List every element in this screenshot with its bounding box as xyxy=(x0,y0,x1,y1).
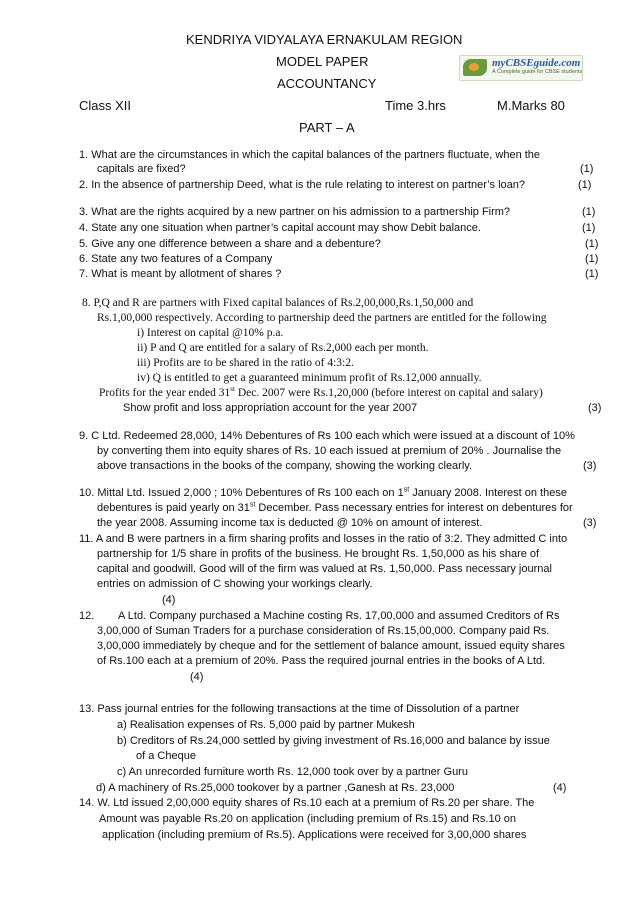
question-13-item: b) Creditors of Rs.24,000 settled by giving investment of Rs.16,000 and balance by issue xyxy=(117,735,550,747)
question-8-profits xyxy=(99,387,543,400)
question-14-line: application (including premium of Rs.5). Applications were received for 3,00,000 shares xyxy=(102,829,527,841)
logo-icon xyxy=(463,59,487,76)
question-10-line: the year 2008. Assuming income tax is deducted @ 10% on amount of interest. xyxy=(97,517,483,529)
question-10-text: debentures is paid yearly on 31 xyxy=(97,502,250,514)
question-3-line: 3. What are the rights acquired by a new partner on his admission to a partnership Firm? xyxy=(79,206,511,218)
question-9-line: by converting them into equity shares of Rs. 10 each issued at premium of 20% . Journalise the xyxy=(97,445,562,457)
question-8-profits-text: Profits for the year ended 31 xyxy=(99,387,231,399)
question-8-item: iii) Profits are to be shared in the ratio of 4:3:2. xyxy=(137,357,354,369)
question-6-marks: (1) xyxy=(585,253,599,265)
question-8-marks: (3) xyxy=(588,402,602,414)
question-10-line xyxy=(79,487,567,500)
question-2-marks: (1) xyxy=(578,179,592,191)
question-13-item: d) A machinery of Rs.25,000 tookover by a partner ,Ganesh at Rs. 23,000 xyxy=(96,782,455,794)
question-8-line: 8. P,Q and R are partners with Fixed capital balances of Rs.2,00,000,Rs.1,50,000 and xyxy=(82,297,474,309)
question-3-marks: (1) xyxy=(582,206,596,218)
question-1-line: capitals are fixed? xyxy=(97,163,186,175)
question-4-line: 4. State any one situation when partner’s capital account may show Debit balance. xyxy=(79,222,481,234)
question-6-line: 6. State any two features of a Company xyxy=(79,253,273,265)
question-10-line xyxy=(97,502,573,515)
question-12-line: A Ltd. Company purchased a Machine costing Rs. 17,00,000 and assumed Creditors of Rs xyxy=(118,610,560,622)
ordinal-suffix: st xyxy=(249,501,256,509)
logo-tagline: A Complete guide for CBSE students xyxy=(492,69,583,75)
question-13-item: a) Realisation expenses of Rs. 5,000 paid by partner Mukesh xyxy=(117,719,415,731)
logo-name: myCBSEguide.com xyxy=(492,57,581,69)
question-12-line: of Rs.100 each at a premium of 20%. Pass the required journal entries in the books of A Ltd. xyxy=(97,655,546,667)
question-13-marks: (4) xyxy=(553,782,567,794)
question-4-marks: (1) xyxy=(582,222,596,234)
question-10-text: 10. Mittal Ltd. Issued 2,000 ; 10% Debentures of Rs 100 each on 1 xyxy=(79,487,404,499)
school-name: KENDRIYA VIDYALAYA ERNAKULAM REGION xyxy=(186,32,463,47)
question-1-marks: (1) xyxy=(580,163,594,175)
question-8-profits-text: Dec. 2007 were Rs.1,20,000 (before interest on capital and salary) xyxy=(234,387,543,399)
ordinal-suffix: st xyxy=(403,486,410,494)
part-heading: PART – A xyxy=(299,120,355,135)
question-11-line: 11. A and B were partners in a firm sharing profits and losses in the ratio of 3:2. They admitted C into xyxy=(79,533,568,545)
question-13-item: of a Cheque xyxy=(136,750,196,762)
question-5-line: 5. Give any one difference between a share and a debenture? xyxy=(79,238,381,250)
question-12-line: 3,00,000 of Suman Traders for a purchase consideration of Rs.15,00,000. Company paid Rs. xyxy=(97,625,550,637)
question-10-text: January 2008. Interest on these xyxy=(409,487,567,499)
marks-label: M.Marks 80 xyxy=(497,98,565,113)
question-9-marks: (3) xyxy=(583,460,597,472)
question-8-item: iv) Q is entitled to get a guaranteed minimum profit of Rs.12,000 annually. xyxy=(137,372,482,384)
question-1-line: 1. What are the circumstances in which the capital balances of the partners fluctuate, when the xyxy=(79,149,541,161)
question-14-line: 14. W. Ltd issued 2,00,000 equity shares of Rs.10 each at a premium of Rs.20 per share. The xyxy=(79,797,535,809)
question-8-line: Rs.1,00,000 respectively. According to partnership deed the partners are entitled for the following xyxy=(97,312,547,324)
question-10-text: December. Pass necessary entries for interest on debentures for xyxy=(255,502,573,514)
question-13-item: c) An unrecorded furniture worth Rs. 12,000 took over by a partner Guru xyxy=(117,766,468,778)
question-10-marks: (3) xyxy=(583,517,597,529)
question-7-marks: (1) xyxy=(585,268,599,280)
question-11-line: capital and goodwill. Good will of the firm was valued at Rs. 1,50,000. Pass necessary journal xyxy=(97,563,552,575)
question-14-line: Amount was payable Rs.20 on application (including premium of Rs.15) and Rs.10 on xyxy=(99,813,517,825)
question-8-instruction: Show profit and loss appropriation account for the year 2007 xyxy=(123,402,418,414)
class-label: Class XII xyxy=(79,98,132,113)
paper-title: MODEL PAPER xyxy=(276,54,369,69)
question-12-number: 12. xyxy=(79,610,95,622)
question-8-item: ii) P and Q are entitled for a salary of Rs.2,000 each per month. xyxy=(137,342,429,354)
question-11-marks: (4) xyxy=(162,594,176,606)
ordinal-suffix: st xyxy=(230,385,235,394)
mycbseguide-logo xyxy=(459,55,583,81)
question-13-line: 13. Pass journal entries for the following transactions at the time of Dissolution of a partner xyxy=(79,703,520,715)
time-label: Time 3.hrs xyxy=(385,98,446,113)
subject-title: ACCOUNTANCY xyxy=(277,76,377,91)
question-11-line: partnership for 1/5 share in profits of the business. He brought Rs. 1,50,000 as his share of xyxy=(97,548,540,560)
question-8-item: i) Interest on capital @10% p.a. xyxy=(137,327,284,339)
question-12-marks: (4) xyxy=(190,671,204,683)
question-11-line: entries on admission of C showing your workings clearly. xyxy=(97,578,373,590)
question-12-line: 3,00,000 immediately by cheque and for the settlement of balance amount, issued equity shares xyxy=(97,640,565,652)
question-5-marks: (1) xyxy=(585,238,599,250)
question-9-line: above transactions in the books of the company, showing the working clearly. xyxy=(97,460,473,472)
question-9-line: 9. C Ltd. Redeemed 28,000, 14% Debentures of Rs 100 each which were issued at a discount of 10% xyxy=(79,430,575,442)
question-2-line: 2. In the absence of partnership Deed, what is the rule relating to interest on partner’s loan? xyxy=(79,179,525,191)
question-7-line: 7. What is meant by allotment of shares ? xyxy=(79,268,282,280)
